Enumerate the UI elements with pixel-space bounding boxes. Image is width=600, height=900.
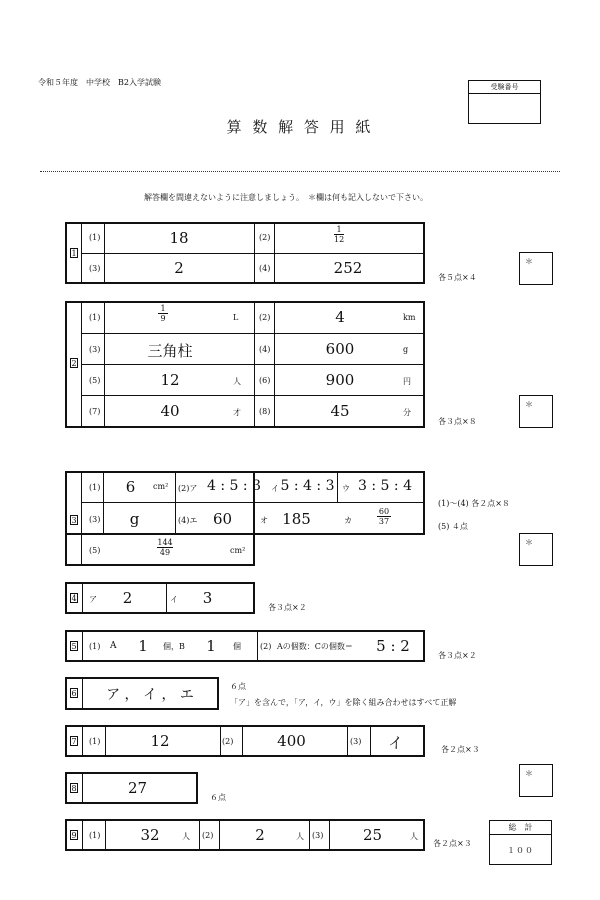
q5-1-unit-b: 個 [233, 642, 241, 651]
q3-2b-label: イ [271, 484, 279, 493]
q4-b-label: イ [170, 595, 178, 604]
q1-2-fraction [334, 225, 344, 244]
q7-1-answer: 12 [150, 732, 170, 750]
q3-4b-label: オ [260, 516, 268, 525]
q1-4-label: (4) [259, 264, 271, 273]
q3-1-label: (1) [89, 483, 101, 492]
q7-3-label: (3) [350, 737, 362, 746]
question-number: 3 [71, 516, 77, 525]
q7-1-label: (1) [89, 737, 101, 746]
q3-5-label: (5) [89, 546, 101, 555]
q3-3-label: (3) [89, 515, 101, 524]
q2-2-unit: km [403, 313, 416, 322]
denominator: 37 [378, 517, 390, 526]
q9-2-label: (2) [202, 831, 214, 840]
q3-4c-fraction [377, 507, 391, 526]
q7-points: 各２点×３ [441, 745, 480, 754]
question-number: 1 [71, 249, 77, 258]
q7-3-answer: イ [387, 734, 403, 752]
q2-4-answer: 600 [325, 340, 355, 358]
q9-3-label: (3) [312, 831, 324, 840]
q9-2-unit: 人 [296, 832, 304, 841]
q5-1-label: (1) [89, 642, 101, 651]
q8-answer: 27 [127, 779, 148, 797]
q2-7-answer: 40 [160, 402, 180, 420]
question-number: 8 [71, 784, 77, 793]
q2-3-label: (3) [89, 345, 101, 354]
q9-1-answer: 32 [140, 826, 160, 844]
dotted-divider [40, 171, 560, 172]
q2-7-unit: 才 [233, 408, 241, 417]
q5-1-answer-b: 1 [206, 637, 216, 655]
q3-3-answer: g [129, 510, 140, 528]
q2-1-unit: L [233, 313, 239, 322]
sheet-title: 算 数 解 答 用 紙 [226, 118, 374, 136]
q5-points: 各３点×２ [438, 651, 477, 660]
q4-points: 各３点×２ [268, 603, 307, 612]
q2-6-label: (6) [259, 376, 271, 385]
q7-2-label: (2) [222, 737, 234, 746]
q5-1-prefix: A [110, 641, 117, 651]
q3-4b-answer: 185 [282, 510, 311, 528]
q3-4a-label: (4)エ [178, 516, 198, 525]
q2-7-label: (7) [89, 407, 101, 416]
q2-2-answer: 4 [335, 308, 345, 326]
question-number: 6 [71, 689, 77, 698]
q3-4a-answer: 60 [212, 510, 233, 528]
q9-3-answer: 25 [362, 826, 383, 844]
q2-3-answer: 三角柱 [147, 342, 193, 360]
q6-answer: ア ， イ ， エ [106, 687, 194, 703]
q2-5-label: (5) [89, 376, 101, 385]
q1-1-label: (1) [89, 233, 101, 242]
question-number: 2 [71, 359, 77, 368]
question-number: 9 [71, 831, 77, 840]
total-label: 総 計 [508, 823, 533, 832]
q2-1-label: (1) [89, 313, 101, 322]
q6-note: 「ア」を含んで，「ア，イ，ウ」を除く組み合わせはすべて正解 [230, 698, 457, 707]
q2-5-unit: 人 [233, 377, 241, 386]
q3-2c-label: ウ [342, 484, 350, 493]
q9-points: 各２点×３ [433, 839, 472, 848]
q2-8-answer: 45 [330, 402, 350, 420]
q2-1-fraction [158, 304, 168, 323]
score-box: ＊ [519, 533, 553, 566]
numerator: 1 [336, 225, 342, 234]
q2-8-unit: 分 [403, 408, 411, 417]
q4-a-label: ア [89, 595, 97, 604]
score-box: ＊ [519, 395, 553, 428]
q5-2-text: Aの個数：Cの個数＝ [277, 642, 353, 651]
exam-number-label: 受験番号 [490, 83, 519, 91]
q3-2b-answer: 5 : 4 : 3 [280, 478, 335, 494]
q5-1-answer-a: 1 [138, 637, 148, 655]
q1-points: 各５点×４ [438, 273, 477, 282]
denominator: 9 [160, 314, 166, 323]
q5-2-label: (2) [260, 642, 272, 651]
q1-2-label: (2) [259, 233, 271, 242]
q9-1-label: (1) [89, 831, 101, 840]
q4-b-answer: 3 [202, 589, 213, 607]
q3-1-answer: 6 [125, 478, 136, 496]
q2-5-answer: 12 [160, 371, 180, 389]
q2-4-unit: g [403, 345, 409, 354]
score-box: ＊ [519, 252, 553, 285]
q7-2-answer: 400 [277, 732, 306, 750]
score-box: ＊ [519, 764, 553, 797]
q1-3-label: (3) [89, 264, 101, 273]
q3-4c-label: カ [344, 516, 352, 525]
q1-3-answer: 2 [174, 259, 184, 277]
q3-points-2: (5) ４点 [438, 522, 468, 531]
q3-2a-label: (2)ア [178, 484, 198, 493]
q5-2-answer: 5 : 2 [376, 637, 410, 655]
denominator: 49 [159, 548, 171, 557]
numerator: 144 [157, 538, 173, 547]
question-number: 4 [71, 594, 77, 603]
q9-2-answer: 2 [255, 826, 265, 844]
q9-1-unit: 人 [182, 832, 190, 841]
denominator: 12 [334, 235, 345, 244]
q8-points: ６点 [210, 793, 226, 802]
total-box [489, 820, 552, 865]
question-number: 5 [71, 642, 77, 651]
notice: 解答欄を間違えないように注意しましょう。 ＊欄は何も記入しないで下さい。 [144, 193, 428, 202]
numerator: 60 [378, 507, 390, 516]
q2-points: 各３点×８ [438, 417, 477, 426]
q1-1-answer: 18 [169, 229, 189, 247]
q2-2-label: (2) [259, 313, 271, 322]
q6-points: ６点 [230, 682, 246, 691]
exam-title: 令和５年度 中学校 B2入学試験 [38, 78, 161, 87]
total-value: １００ [507, 846, 534, 855]
q1-4-answer: 252 [333, 259, 363, 277]
q3-5-fraction [157, 538, 173, 557]
q3-points-1: (1)～(4) 各２点×８ [438, 499, 510, 508]
q3-5-unit: cm² [230, 546, 246, 555]
question-number: 7 [71, 737, 77, 746]
q9-3-unit: 人 [410, 832, 418, 841]
q3-2c-answer: 3 : 5 : 4 [358, 478, 412, 494]
q2-6-answer: 900 [325, 371, 355, 389]
q2-6-unit: 円 [403, 377, 411, 386]
q2-8-label: (8) [259, 407, 271, 416]
q3-1-unit: cm² [153, 482, 169, 491]
numerator: 1 [160, 304, 166, 313]
q5-1-unit-a: 個，B [163, 642, 185, 651]
q2-4-label: (4) [259, 345, 271, 354]
q4-a-answer: 2 [122, 589, 133, 607]
q3-2a-answer: 4 : 5 : 3 [207, 478, 261, 494]
